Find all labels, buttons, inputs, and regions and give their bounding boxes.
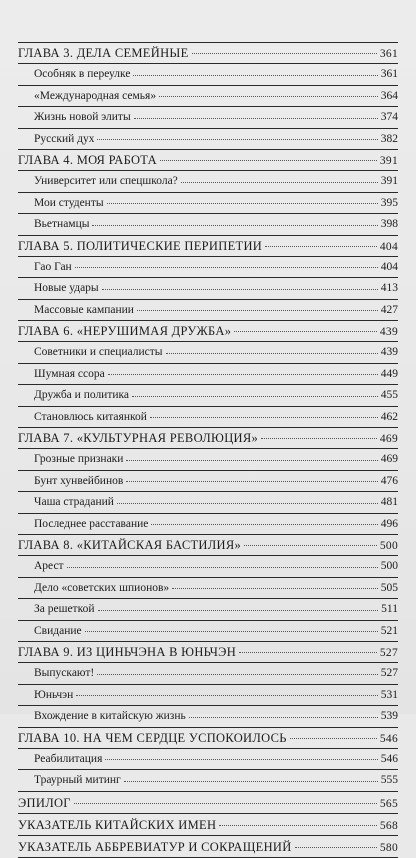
toc-chapter-row [18, 43, 398, 64]
toc-page-number: 568 [379, 819, 398, 832]
dot-leader [290, 737, 377, 739]
toc-section-row [18, 471, 398, 493]
toc-section-row [18, 749, 398, 771]
toc-entry-title: Бунт хунвейбинов [34, 474, 124, 487]
dot-leader [132, 395, 378, 397]
toc-entry-title: Шумная ссора [34, 367, 105, 380]
toc-entry-title: Дружба и политика [34, 389, 130, 401]
toc-page-number: 481 [380, 496, 398, 508]
toc-page-number: 500 [380, 560, 398, 572]
dot-leader [85, 630, 378, 632]
toc-page-number: 427 [380, 303, 398, 316]
dot-leader [97, 138, 377, 140]
toc-page-number: 391 [379, 155, 398, 167]
toc-section-row [18, 300, 398, 322]
toc-entry-title: ГЛАВА 3. ДЕЛА СЕМЕЙНЫЕ [18, 46, 189, 60]
toc-section-row [18, 171, 398, 193]
toc-entry-title: За решеткой [34, 603, 95, 615]
toc-section-row [18, 364, 398, 386]
toc-page-number: 505 [380, 581, 398, 594]
dot-leader [126, 459, 377, 461]
toc-section-row [18, 107, 398, 129]
toc-entry-title: Вьетнамцы [34, 218, 90, 230]
dot-leader [261, 437, 377, 439]
toc-page-number: 374 [380, 111, 398, 123]
dot-leader [133, 74, 377, 76]
dot-leader [234, 330, 377, 332]
toc-entry-title: ГЛАВА 7. «КУЛЬТУРНАЯ РЕВОЛЮЦИЯ» [18, 431, 259, 445]
toc-page-number: 496 [380, 517, 398, 530]
toc-section-row [18, 621, 398, 643]
toc-entry-title: Выпускают! [34, 667, 95, 679]
toc-section-row [18, 407, 398, 429]
toc-entry-title: Гао Ган [34, 260, 72, 273]
toc-page-number: 361 [380, 68, 398, 80]
toc-entry-title: ЭПИЛОГ [18, 795, 71, 810]
toc-page-number: 546 [379, 732, 398, 745]
toc-entry-title: Новые удары [34, 282, 99, 294]
toc-page-number: 527 [380, 667, 398, 679]
toc-entry-title: Массовые кампании [34, 303, 134, 316]
toc-entry-title: УКАЗАТЕЛЬ АББРЕВИАТУР И СОКРАЩЕНИЙ [18, 839, 292, 854]
toc-page-number: 546 [380, 752, 398, 765]
toc-section-row [18, 64, 398, 86]
toc-entry-title: Советники и специалисты [34, 346, 163, 358]
toc-section-row [18, 214, 398, 236]
toc-entry-title: Дело «советских шпионов» [34, 581, 170, 594]
toc-entry-title: ГЛАВА 10. НА ЧЕМ СЕРДЦЕ УСПОКОИЛОСЬ [18, 730, 287, 745]
toc-entry-title: УКАЗАТЕЛЬ КИТАЙСКИХ ИМЕН [18, 817, 217, 832]
dot-leader [219, 824, 377, 826]
toc-section-row [18, 278, 398, 300]
toc-chapter-row [18, 321, 398, 342]
toc-section-row [18, 706, 398, 728]
dot-leader [244, 544, 377, 546]
dot-leader [126, 480, 377, 482]
toc-page-number: 404 [380, 260, 398, 273]
dot-leader [137, 309, 378, 311]
toc-entry-title: Арест [34, 560, 64, 572]
toc-entry-title: «Международная семья» [34, 89, 157, 102]
toc-chapter-row [18, 642, 398, 663]
toc-section-row [18, 492, 398, 514]
dot-leader [181, 181, 378, 183]
dot-leader [102, 288, 378, 290]
toc-section-row [18, 685, 398, 707]
toc-entry-title: Жизнь новой элиты [34, 111, 131, 123]
toc-page-number: 469 [379, 433, 398, 445]
toc-entry-title: Последнее расставание [34, 517, 149, 530]
toc-page-number: 565 [379, 797, 398, 810]
toc-entry-title: ГЛАВА 6. «НЕРУШИМАЯ ДРУЖБА» [18, 324, 232, 338]
toc-page-number: 580 [379, 841, 398, 854]
toc-page-number: 539 [380, 710, 398, 722]
toc-entry-title: Русский дух [34, 132, 95, 145]
toc-entry-title: Университет или спецшкола? [34, 175, 178, 187]
toc-page-number: 511 [381, 603, 398, 615]
dot-leader [160, 159, 377, 161]
dot-leader [151, 523, 377, 525]
toc-entry-title: Вхождение в китайскую жизнь [34, 710, 186, 722]
toc-page-number: 391 [380, 175, 398, 187]
toc-page-number: 521 [380, 624, 398, 637]
toc-entry-title: Особняк в переулке [34, 68, 131, 80]
toc-section-row [18, 578, 398, 600]
toc-section-row [18, 129, 398, 151]
toc-section-row [18, 663, 398, 685]
dot-leader [134, 117, 378, 119]
toc-page-number: 404 [379, 240, 398, 253]
toc-page-number: 476 [380, 474, 398, 487]
toc-chapter-row [18, 535, 398, 556]
toc-chapter-row [18, 150, 398, 171]
toc-page-number: 449 [380, 367, 398, 380]
toc-section-row [18, 257, 398, 279]
dot-leader [74, 802, 377, 804]
toc-chapter-row [18, 836, 398, 858]
dot-leader [76, 694, 378, 696]
dot-leader [117, 502, 378, 504]
toc-entry-title: ГЛАВА 9. ИЗ ЦИНЬЧЭНА В ЮНЬЧЭН [18, 645, 237, 659]
toc-entry-title: ГЛАВА 5. ПОЛИТИЧЕСКИЕ ПЕРИПЕТИИ [18, 238, 263, 253]
dot-leader [295, 846, 377, 848]
toc-entry-title: ГЛАВА 8. «КИТАЙСКАЯ БАСТИЛИЯ» [18, 538, 242, 552]
toc-section-row [18, 193, 398, 215]
toc-page-number: 395 [380, 196, 398, 209]
toc-page-number: 413 [380, 282, 398, 294]
toc-page-number: 439 [379, 326, 398, 338]
dot-leader [92, 224, 377, 226]
toc-entry-title: Реабилитация [34, 752, 103, 765]
toc-page-number: 469 [380, 453, 398, 465]
toc-page-number: 500 [379, 540, 398, 552]
toc-entry-title: Грозные признаки [34, 453, 124, 465]
dot-leader [124, 780, 378, 782]
toc-page-number: 382 [380, 132, 398, 145]
toc-section-row [18, 449, 398, 471]
table-of-contents [18, 42, 398, 858]
toc-chapter-row [18, 428, 398, 449]
toc-page-number: 527 [379, 647, 398, 659]
toc-entry-title: ГЛАВА 4. МОЯ РАБОТА [18, 153, 157, 167]
dot-leader [192, 52, 377, 54]
dot-leader [97, 673, 378, 675]
toc-section-row [18, 770, 398, 792]
toc-entry-title: Траурный митинг [34, 774, 121, 786]
toc-entry-title: Свидание [34, 624, 82, 637]
toc-chapter-row [18, 236, 398, 257]
toc-chapter-row [18, 728, 398, 749]
toc-page-number: 462 [380, 410, 398, 423]
toc-section-row [18, 86, 398, 108]
dot-leader [67, 566, 378, 568]
toc-entry-title: Юньчэн [34, 688, 74, 701]
toc-page-number: 455 [380, 389, 398, 401]
toc-section-row [18, 342, 398, 364]
toc-page-number: 439 [380, 346, 398, 358]
toc-page-number: 364 [380, 89, 398, 102]
toc-section-row [18, 385, 398, 407]
dot-leader [75, 266, 378, 268]
toc-page-number: 398 [380, 218, 398, 230]
dot-leader [239, 651, 377, 653]
toc-entry-title: Чаша страданий [34, 496, 114, 508]
dot-leader [98, 609, 379, 611]
toc-entry-title: Мои студенты [34, 196, 104, 209]
dot-leader [189, 716, 378, 718]
dot-leader [108, 373, 378, 375]
dot-leader [172, 587, 378, 589]
toc-section-row [18, 556, 398, 578]
toc-page-number: 361 [379, 48, 398, 60]
dot-leader [166, 352, 378, 354]
toc-section-row [18, 514, 398, 536]
toc-section-row [18, 599, 398, 621]
toc-chapter-row [18, 792, 398, 814]
dot-leader [150, 416, 378, 418]
dot-leader [159, 95, 378, 97]
toc-page-number: 555 [380, 774, 398, 786]
dot-leader [265, 245, 377, 247]
toc-chapter-row [18, 814, 398, 836]
dot-leader [105, 758, 377, 760]
dot-leader [107, 202, 378, 204]
toc-page-number: 531 [380, 688, 398, 701]
toc-entry-title: Становлюсь китаянкой [34, 410, 147, 423]
